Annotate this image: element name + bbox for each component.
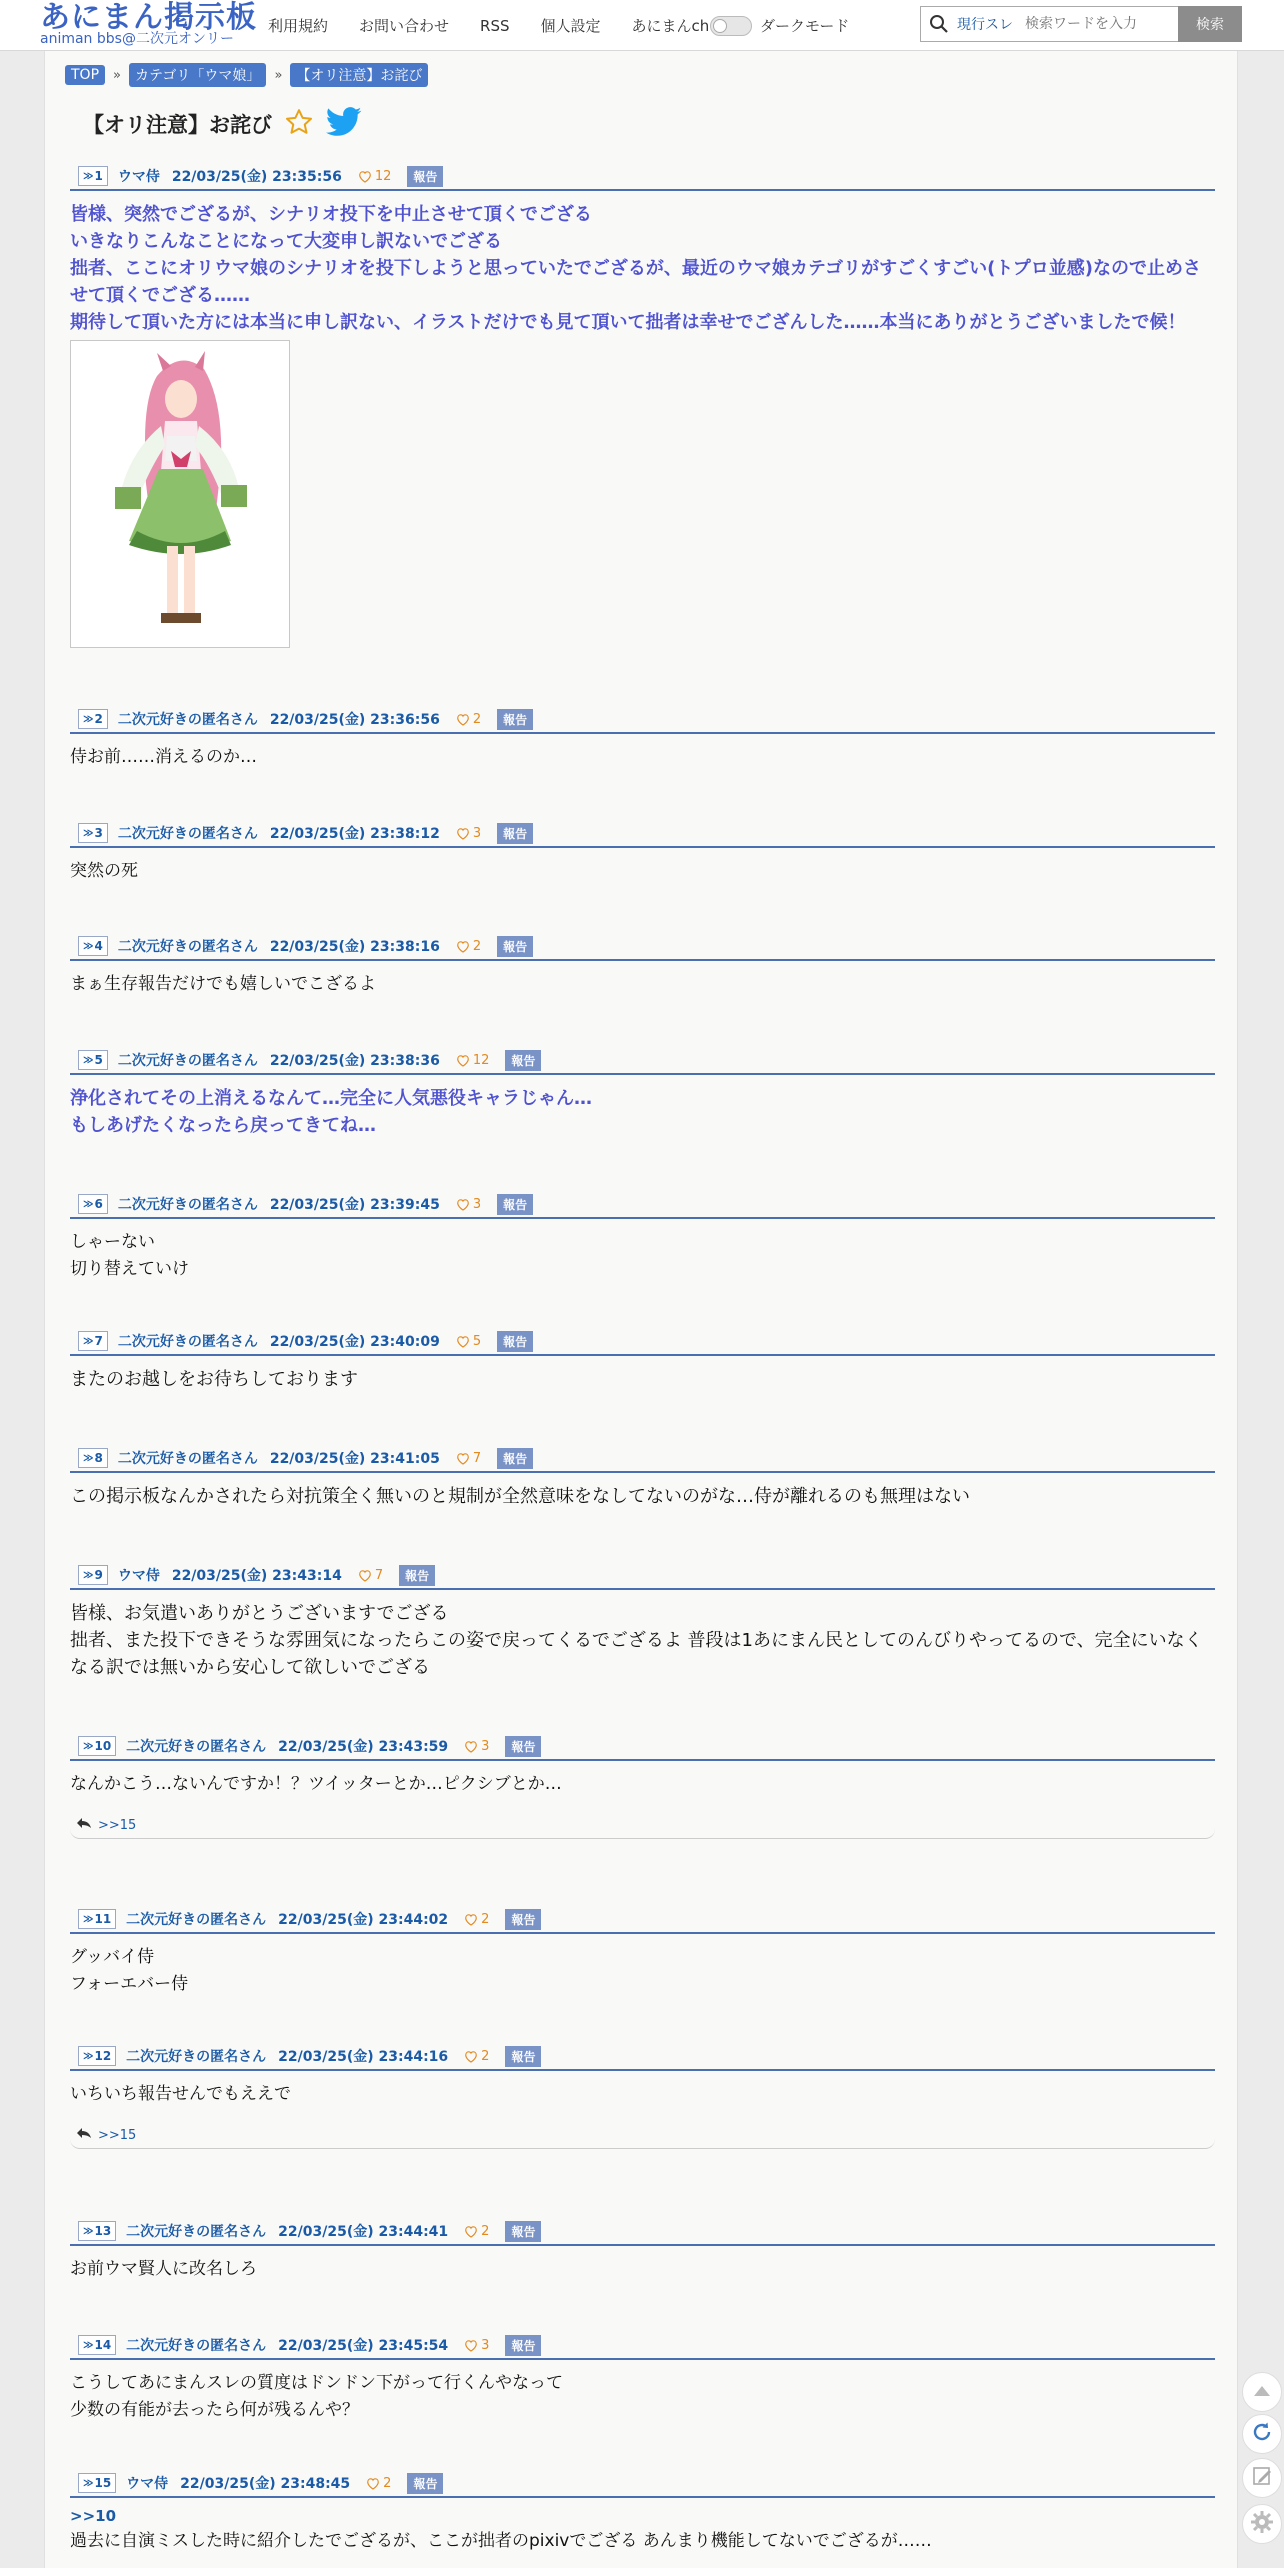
reply-link[interactable]: >>15 [98, 1817, 137, 1833]
reload-button[interactable] [1242, 2414, 1282, 2454]
like-count: 12 [374, 168, 392, 184]
post-line: 期待して頂いた方には本当に申し訳ない、イラストだけでも見て頂いて拙者は幸せでござんした……本当にありがとうございましたで候！ [70, 312, 1186, 333]
post-header [70, 820, 1215, 848]
post [70, 1906, 1215, 1998]
like-button[interactable] [464, 1912, 489, 1927]
post-line: まぁ生存報告だけでも嬉しいでこざるよ [70, 974, 376, 994]
post [70, 1328, 1215, 1393]
report-button[interactable]: 報告 [497, 1194, 533, 1215]
toggle-track[interactable] [710, 16, 752, 36]
search-input[interactable] [1023, 15, 1177, 33]
post-body [70, 2370, 1215, 2424]
like-button[interactable] [456, 1451, 481, 1466]
like-count: 3 [472, 825, 482, 841]
like-button[interactable] [366, 2476, 391, 2491]
post-body [70, 1085, 1215, 1139]
post-line: またのお越しをお待ちしております [70, 1369, 358, 1390]
post-author: 二次元好きの匿名さん [126, 2338, 267, 2354]
post-date: 22/03/25(金) 23:44:41 [278, 2224, 449, 2240]
post-line: 突然の死 [70, 861, 138, 881]
nav-animanch-link[interactable]: あにまんch [631, 17, 710, 35]
like-count: 3 [481, 1738, 490, 1754]
anchor-link[interactable]: >>10 [70, 2507, 117, 2525]
settings-button[interactable] [1242, 2504, 1282, 2544]
post-header [70, 1445, 1215, 1473]
like-button[interactable] [358, 169, 392, 184]
breadcrumb-top[interactable]: TOP [65, 65, 105, 85]
toggle-knob [713, 19, 727, 33]
post-image-thumbnail[interactable] [70, 340, 290, 648]
post [70, 706, 1215, 771]
post-date: 22/03/25(金) 23:48:45 [180, 2476, 351, 2492]
twitter-share-icon[interactable] [326, 107, 362, 141]
reply-links [70, 2122, 1215, 2149]
post-body [70, 2256, 1215, 2283]
post-number[interactable]: ≫ 15 [78, 2473, 116, 2493]
like-count: 12 [472, 1052, 490, 1068]
post-body [70, 744, 1215, 771]
nav-rss-link[interactable]: RSS [480, 16, 510, 35]
search-scope[interactable]: 現行スレ [957, 17, 1013, 33]
breadcrumb-separator: » [113, 67, 121, 83]
post-author: 二次元好きの匿名さん [117, 826, 258, 842]
like-count: 7 [374, 1567, 384, 1583]
post-author: ウマ侍 [117, 169, 160, 185]
post-body [70, 1229, 1215, 1283]
post-header [70, 1047, 1215, 1075]
like-button[interactable] [456, 1053, 490, 1068]
report-button[interactable]: 報告 [407, 2473, 443, 2494]
breadcrumb-thread[interactable]: 【オリ注意】お詫び [290, 63, 428, 87]
search-icon [921, 14, 957, 34]
reply-arrow-icon [76, 1817, 92, 1833]
like-count: 2 [472, 711, 482, 727]
post-author: 二次元好きの匿名さん [117, 1053, 258, 1069]
post-header [70, 1191, 1215, 1219]
post-date: 22/03/25(金) 23:38:12 [269, 826, 440, 842]
pencil-icon [1251, 2465, 1273, 2491]
post-date: 22/03/25(金) 23:44:16 [278, 2049, 449, 2065]
header-nav [268, 15, 740, 36]
post-body [70, 1366, 1215, 1393]
post-date: 22/03/25(金) 23:39:45 [269, 1197, 440, 1213]
report-button[interactable]: 報告 [505, 2335, 541, 2356]
like-button[interactable] [456, 712, 481, 727]
post-line: しゃーない [70, 1232, 155, 1252]
post-line: 拙者、ここにオリウマ娘のシナリオを投下しようと思っていたでござるが、最近のウマ娘カテゴリがすごくすごい(トプロ並感)なので止めさせて頂くでござる…… [70, 258, 1202, 306]
post-header [70, 1328, 1215, 1356]
report-button[interactable]: 報告 [407, 166, 443, 187]
gear-icon [1250, 2510, 1274, 2538]
like-count: 2 [481, 2223, 490, 2239]
report-button[interactable]: 報告 [399, 1565, 435, 1586]
post-body [70, 2081, 1215, 2108]
site-header [0, 0, 1284, 51]
breadcrumb [65, 63, 428, 87]
post-line: もしあげたくなったら戻ってきてね… [70, 1115, 376, 1136]
like-count: 2 [481, 1911, 490, 1927]
like-count: 2 [383, 2475, 392, 2491]
post-header [70, 1562, 1215, 1590]
report-button[interactable]: 報告 [505, 1909, 541, 1930]
scroll-top-button[interactable] [1242, 2372, 1282, 2412]
post-date: 22/03/25(金) 23:43:14 [171, 1568, 342, 1584]
post-date: 22/03/25(金) 23:43:59 [278, 1739, 449, 1755]
post-line: なんかこう…ないんですか！？ツイッターとか…ピクシブとか… [70, 1774, 562, 1794]
post-line: 切り替えていけ [70, 1259, 189, 1279]
report-button[interactable]: 報告 [497, 823, 533, 844]
post-header [70, 1733, 1215, 1761]
post-author: 二次元好きの匿名さん [117, 1334, 258, 1350]
post-author: 二次元好きの匿名さん [126, 1912, 267, 1928]
thread-title: 【オリ注意】お詫び [83, 113, 272, 137]
favorite-star-icon[interactable] [284, 107, 314, 141]
post-header [70, 163, 1215, 191]
post-body [70, 2504, 1215, 2554]
post [70, 163, 1215, 648]
post-line: 少数の有能が去ったら何が残るんや？ [70, 2400, 359, 2420]
dark-mode-toggle[interactable] [710, 15, 849, 36]
report-button[interactable]: 報告 [505, 2221, 541, 2242]
report-button[interactable]: 報告 [505, 1736, 541, 1757]
post [70, 2332, 1215, 2424]
like-count: 3 [472, 1196, 482, 1212]
post-number[interactable]: ≫ 4 [78, 936, 108, 956]
post-author: 二次元好きの匿名さん [126, 2224, 267, 2240]
post-line: この掲示板なんかされたら対抗策全く無いのと規制が全然意味をなしてないのがな…侍が離れるのも無理はない [70, 1486, 970, 1507]
post-author: 二次元好きの匿名さん [117, 712, 258, 728]
reply-arrow-icon [76, 2127, 92, 2143]
post [70, 1047, 1215, 1139]
like-count: 2 [472, 938, 482, 954]
post-header [70, 706, 1215, 734]
post [70, 2218, 1215, 2283]
dark-mode-label: ダークモード [760, 17, 850, 35]
post-line: 侍お前……消えるのか… [70, 747, 257, 767]
search-bar [920, 6, 1242, 42]
post-header [70, 2470, 1215, 2498]
post-body [70, 1600, 1215, 1681]
like-button[interactable] [456, 1334, 481, 1349]
post-date: 22/03/25(金) 23:35:56 [171, 169, 342, 185]
scroll-up-icon [1252, 2383, 1272, 2402]
post-number[interactable]: ≫ 9 [78, 1565, 108, 1585]
post-line: 皆様、お気遣いありがとうございますでござる [70, 1603, 449, 1624]
like-count: 2 [481, 2048, 490, 2064]
post-date: 22/03/25(金) 23:40:09 [269, 1334, 440, 1350]
nav-contact-link[interactable]: お問い合わせ [359, 17, 450, 35]
thread-title-row [83, 107, 362, 141]
nav-settings-link[interactable]: 個人設定 [540, 17, 601, 35]
like-button[interactable] [358, 1568, 383, 1583]
post-date: 22/03/25(金) 23:41:05 [269, 1451, 440, 1467]
post-body [70, 1771, 1215, 1798]
nav-terms-link[interactable]: 利用規約 [268, 17, 329, 35]
post-date: 22/03/25(金) 23:36:56 [269, 712, 440, 728]
site-logo[interactable] [40, 2, 257, 46]
post-line: いちいち報告せんでもええで [70, 2084, 291, 2104]
post-number[interactable]: ≫ 12 [78, 2046, 116, 2066]
post-header [70, 2332, 1215, 2360]
thread-content [44, 51, 1238, 2568]
like-count: 3 [481, 2337, 490, 2353]
reload-icon [1250, 2420, 1274, 2448]
like-button[interactable] [464, 2224, 489, 2239]
post-author: 二次元好きの匿名さん [117, 939, 258, 955]
post-body [70, 201, 1215, 336]
post-line: 拙者、また投下できそうな雰囲気になったらこの姿で戻ってくるでござるよ 普段は1あにまん民としてのんびりやってるので、完全にいなくなる訳では無いから安心して欲しいでござる [70, 1630, 1203, 1678]
report-button[interactable]: 報告 [497, 1448, 533, 1469]
post-line: グッバイ侍 [70, 1947, 155, 1967]
post-line: 過去に自演ミスした時に紹介したでござるが、ここが拙者のpixivでござる あんまり機能してないでござるが…… [70, 2531, 932, 2551]
search-button[interactable]: 検索 [1178, 6, 1242, 42]
post-number[interactable]: ≫ 11 [78, 1909, 116, 1929]
like-button[interactable] [464, 1739, 489, 1754]
report-button[interactable]: 報告 [505, 2046, 541, 2067]
post-line: フォーエバー侍 [70, 1974, 189, 1994]
post-line: 浄化されてその上消えるなんて…完全に人気悪役キャラじゃん… [70, 1088, 592, 1109]
like-count: 7 [472, 1450, 482, 1466]
post-author: 二次元好きの匿名さん [117, 1451, 258, 1467]
post-number[interactable]: ≫ 2 [78, 709, 108, 729]
post-line: いきなりこんなことになって大変申し訳ないでござる [70, 231, 502, 252]
post-number[interactable]: ≫ 13 [78, 2221, 116, 2241]
post-number[interactable]: ≫ 7 [78, 1331, 108, 1351]
reply-links [70, 1812, 1215, 1839]
like-button[interactable] [464, 2338, 489, 2353]
post-number[interactable]: ≫ 10 [78, 1736, 116, 1756]
post-header [70, 933, 1215, 961]
post-body [70, 1483, 1215, 1510]
post-line: 皆様、突然でござるが、シナリオ投下を中止させて頂くでござる [70, 204, 592, 225]
post-body [70, 971, 1215, 998]
post-number[interactable]: ≫ 1 [78, 166, 108, 186]
report-button[interactable]: 報告 [505, 1050, 541, 1071]
post [70, 1191, 1215, 1283]
post-header [70, 1906, 1215, 1934]
breadcrumb-category[interactable]: カテゴリ「ウマ娘」 [129, 63, 266, 87]
report-button[interactable]: 報告 [497, 1331, 533, 1352]
post [70, 933, 1215, 998]
post-header [70, 2218, 1215, 2246]
post-body [70, 858, 1215, 885]
post [70, 1562, 1215, 1681]
post-number[interactable]: ≫ 14 [78, 2335, 116, 2355]
post-author: 二次元好きの匿名さん [117, 1197, 258, 1213]
post-number[interactable]: ≫ 6 [78, 1194, 108, 1214]
post-date: 22/03/25(金) 23:38:16 [269, 939, 440, 955]
post-author: 二次元好きの匿名さん [126, 2049, 267, 2065]
post-header [70, 2043, 1215, 2071]
post [70, 1733, 1215, 1839]
like-button[interactable] [464, 2049, 489, 2064]
post-author: ウマ侍 [117, 1568, 160, 1584]
post-date: 22/03/25(金) 23:38:36 [269, 1053, 440, 1069]
breadcrumb-separator: » [274, 67, 283, 83]
reply-link[interactable]: >>15 [98, 2127, 137, 2143]
post-body [70, 1944, 1215, 1998]
like-button[interactable] [456, 1197, 481, 1212]
like-count: 5 [472, 1333, 482, 1349]
logo-title: あにまん掲示板 [40, 0, 257, 35]
post-number[interactable]: ≫ 5 [78, 1050, 108, 1070]
post-author: ウマ侍 [126, 2476, 169, 2492]
post-number[interactable]: ≫ 8 [78, 1448, 108, 1468]
post-date: 22/03/25(金) 23:44:02 [278, 1912, 449, 1928]
logo-subtitle: animan bbs@二次元オンリー [40, 31, 234, 47]
like-button[interactable] [456, 826, 481, 841]
write-button[interactable] [1242, 2458, 1282, 2498]
post [70, 2043, 1215, 2149]
post [70, 1445, 1215, 1510]
post [70, 2470, 1215, 2554]
report-button[interactable]: 報告 [497, 936, 533, 957]
post-date: 22/03/25(金) 23:45:54 [278, 2338, 449, 2354]
post-author: 二次元好きの匿名さん [126, 1739, 267, 1755]
post-line: お前ウマ賢人に改名しろ [70, 2259, 257, 2279]
report-button[interactable]: 報告 [497, 709, 533, 730]
post-number[interactable]: ≫ 3 [78, 823, 108, 843]
like-button[interactable] [456, 939, 481, 954]
post-line: こうしてあにまんスレの質度はドンドン下がって行くんやなって [70, 2373, 563, 2393]
post [70, 820, 1215, 885]
